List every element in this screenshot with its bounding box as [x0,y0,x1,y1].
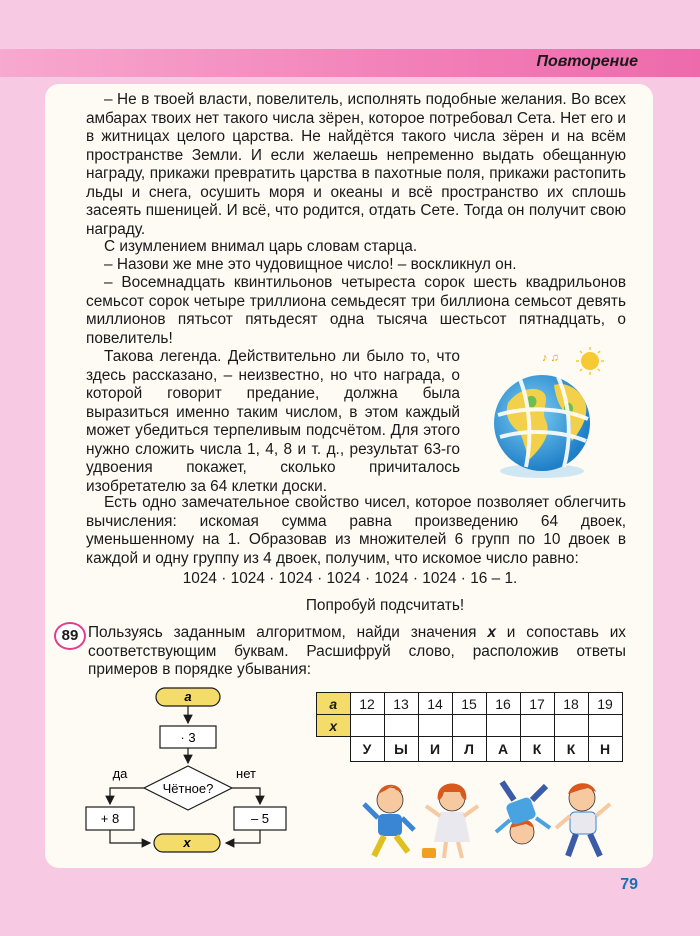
row-x-header: x [317,715,351,737]
x-variable: x [487,624,496,641]
svg-text:x: x [183,835,191,850]
page-number: 79 [620,876,638,893]
flow-yes-action [86,807,134,830]
letter-cell: У [350,737,384,762]
svg-text:– 5: – 5 [250,811,270,826]
flow-end-terminal [154,834,220,852]
a-value-cell: 13 [384,693,418,715]
svg-text:· 3: · 3 [180,730,196,745]
x-answer-cell[interactable] [554,715,588,737]
x-answer-cell[interactable] [486,715,520,737]
svg-text:a: a [184,689,192,704]
a-value-cell: 16 [486,693,520,715]
x-answer-cell[interactable] [452,715,486,737]
x-answer-cell[interactable] [588,715,622,737]
x-answer-cell[interactable] [520,715,554,737]
svg-text:Чётное?: Чётное? [162,781,214,796]
letter-cell: К [520,737,554,762]
letter-cell: Н [588,737,622,762]
section-header-bar [0,49,700,77]
task-number-badge: 89 [54,622,86,650]
paragraph-property: Есть одно замечательное свойство чисел, которое позволяет облегчить вычисления: искомая сумма равна произведению 64 двоек, уменьшенному на 1. Образовав из множителей 6 групп по 10 двоек в каждой и одну группу из 4 двоек, получим, что искомое число равно: [86,494,626,567]
row-a-header: a [317,693,351,715]
x-answer-cell[interactable] [384,715,418,737]
paragraph-king-exclaimed: – Назови же мне это чудовищное число! – воскликнул он. [104,256,517,273]
letter-cell: Ы [384,737,418,762]
flow-multiply-step [160,726,216,748]
letter-cell: Л [452,737,486,762]
a-value-cell: 14 [418,693,452,715]
sun-icon [581,352,599,370]
globe-illustration [484,345,614,485]
flow-no-label: нет [236,766,256,781]
a-value-cell: 15 [452,693,486,715]
a-value-cell: 18 [554,693,588,715]
paragraph-elder-speech: – Не в твоей власти, повелитель, исполнять подобные желания. Во всех амбарах твоих нет такого числа зёрен, которое потребовал Сета. Нет его и в житницах целого царства. Не найдётся такого числа зёрен и на всём пространстве Земли. И если желаешь непременно выдать обещанную награду, прикажи превратить царства в пахотные поля, прикажи растопить льды и снега, осушить моря и океаны и всё пространство их сплошь засеять пшеницей. И всё, что родится, отдать Сете. Тогда он получит свою награду. [86,91,626,238]
x-answer-cell[interactable] [350,715,384,737]
formula: 1024 · 1024 · 1024 · 1024 · 1024 · 1024 · 16 – 1. [182,570,518,587]
paragraph-king-listened: С изумлением внимал царь словам старца. [104,238,418,255]
paragraph-big-number: – Восемнадцать квинтильонов четыреста сорок шесть квадрильонов семьсот сорок четыре триллиона семьдесят три биллиона семьсот девять миллионов пятьсот пятьдесят одна тысяча шестьсот пятнадцать, о повелитель! [86,274,626,347]
svg-text:♪ ♫: ♪ ♫ [542,352,559,364]
paragraph-legend: Такова легенда. Действительно ли было то, что здесь рассказано, – неизвестно, но что награда, о которой говорит предание, должна была выразиться именно таким числом, в этом каждый может убедиться терпеливым подсчётом. Для этого нужно сложить числа 1, 4, 8 и т. д., результат 63-го удвоения покажет, сколько причиталось изобретателю за 64 клетки доски. [86,348,460,495]
row-letters [317,737,623,762]
answer-table [316,692,623,762]
flow-yes-label: да [112,766,128,781]
letter-cell: И [418,737,452,762]
playing-kids-illustration [356,770,618,862]
row-x [317,715,623,737]
a-value-cell: 12 [350,693,384,715]
x-answer-cell[interactable] [418,715,452,737]
algorithm-flowchart [84,686,294,858]
svg-text:+ 8: + 8 [100,811,120,826]
letter-cell: А [486,737,520,762]
flow-start-terminal [156,688,220,706]
flow-condition-decision [144,766,232,810]
letter-cell: К [554,737,588,762]
section-title: Повторение [536,53,638,70]
row-a [317,693,623,715]
task-text: Пользуясь заданным алгоритмом, найди значения x и сопоставь их соответствующим буквам. Расшифруй слово, расположив ответы примеров в порядке убывания: [88,624,626,678]
try-it-text: Попробуй подсчитать! [305,597,465,614]
a-value-cell: 19 [588,693,622,715]
a-value-cell: 17 [520,693,554,715]
flow-no-action [234,807,286,830]
